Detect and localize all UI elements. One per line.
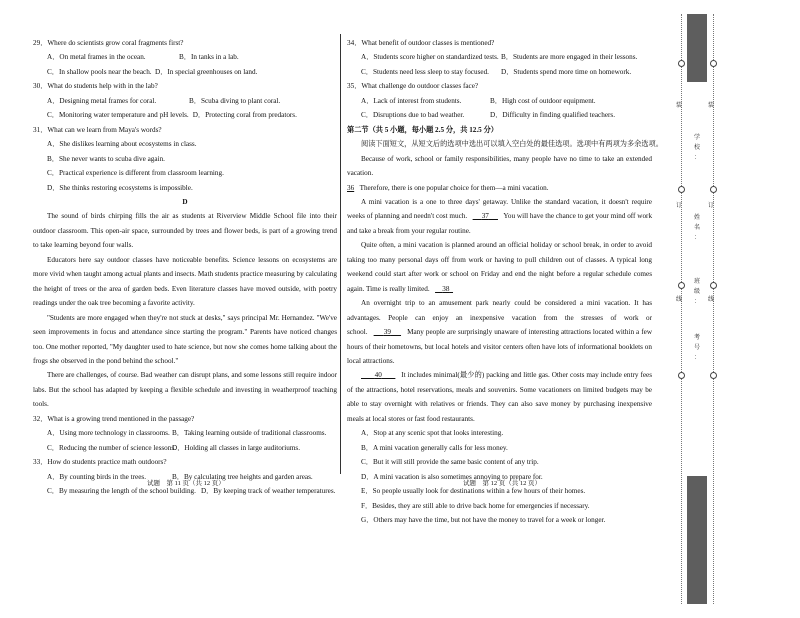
binding-bar-top [687, 14, 707, 82]
option-32d: D．Holding all classes in large auditoriums. [172, 443, 301, 452]
question-29: 29．Where do scientists grow coral fragments first? [33, 39, 184, 47]
binding-hole-marker [678, 60, 685, 67]
section-2-heading: 第二节（共 5 小题，每小题 2.5 分，共 12.5 分） [347, 125, 498, 134]
binding-margin [667, 14, 737, 604]
binding-hole-marker [710, 186, 717, 193]
option-31b: B．She never wants to scuba dive again. [47, 154, 165, 163]
passage-paragraph-2: A mini vacation is a one to three days' getaway. Unlike the standard vacation, it doesn't require weeks of planning and needn't cost much. 37 You will have the chance to get your mind off work and take a break from your regular routine. [347, 197, 653, 235]
question-35: 35．What challenge do outdoor classes face? [347, 82, 479, 91]
option-32c: C．Reducing the number of science lessons. [47, 443, 176, 452]
inner-label-xian: 线 [708, 296, 715, 303]
blank-36: 36 [347, 183, 355, 192]
binding-hole-marker [678, 282, 685, 289]
option-e: E．So people usually look for destinations within a few hours of their homes. [361, 487, 586, 496]
option-29a: A．On metal frames in the ocean. [47, 53, 146, 62]
binding-hole-marker [710, 60, 717, 67]
field-label-char: ： [694, 298, 701, 305]
option-35d: D．Difficulty in finding qualified teachers. [490, 111, 616, 120]
option-31d: D．She thinks restoring ecosystems is impossible. [47, 183, 193, 192]
field-label-char: 号 [694, 344, 701, 351]
blank-38: 38 [442, 284, 450, 293]
left-column [33, 36, 337, 499]
question-34-options-row2 [347, 65, 652, 79]
option-g: G．Others may have the time, but not have the money to travel for a week or longer. [361, 515, 606, 524]
question-33: 33．How do students practice math outdoors? [33, 458, 167, 467]
option-29d: D．In special greenhouses on land. [155, 67, 258, 76]
option-34c: C．Students need less sleep to stay focused. [361, 67, 489, 76]
binding-bar-bottom [687, 476, 707, 604]
field-label-char: 学 [694, 134, 701, 141]
blank-40: 40 [374, 371, 382, 380]
question-31: 31．What can we learn from Maya's words? [33, 125, 162, 134]
option-34a: A．Students score higher on standardized tests. [361, 53, 499, 62]
option-35b: B．High cost of outdoor equipment. [490, 96, 596, 105]
option-29b: B．In tanks in a lab. [179, 53, 239, 62]
question-32-options-row2 [33, 441, 337, 455]
outer-label-ding: 订 [676, 202, 683, 209]
question-35-options-row2 [347, 108, 652, 122]
option-35c: C．Disruptions due to bad weather. [361, 111, 465, 120]
column-divider [340, 34, 341, 474]
field-label-char: ： [694, 154, 701, 161]
field-label-char: 名 [694, 224, 701, 231]
passage-d-paragraph-4: There are challenges, of course. Bad weather can disrupt plans, and some lessons still require indoor labs. But the school has adapted by keeping a flexible schedule and investing in weatherproof teaching tools. [33, 371, 337, 409]
option-33d: D．By keeping track of weather temperatures. [200, 487, 336, 496]
binding-hole-marker [710, 282, 717, 289]
field-label-char: ： [694, 234, 701, 241]
outer-label-xian: 线 [676, 296, 683, 303]
blank-39: 39 [383, 328, 391, 337]
field-label-char: ： [694, 354, 701, 361]
option-32a: A．Using more technology in classrooms. [47, 429, 170, 438]
passage-d-paragraph-3: "Students are more engaged when they're not stuck at desks," says principal Mr. Hernandez. "We've seen improvements in focus and attendance since starting the program." Parents have noticed changes too. One mother reported, "My daughter used to hate science, but now she comes home talking about the frogs she observed in the pond behind the school." [33, 313, 337, 365]
field-label-char: 考 [694, 334, 701, 341]
binding-hole-marker [678, 186, 685, 193]
option-34b: B．Students are more engaged in their lessons. [501, 53, 638, 62]
option-c: C．But it will still provide the same basic content of any trip. [361, 458, 539, 467]
question-29-options-row1 [33, 50, 337, 64]
question-35-options-row1 [347, 94, 652, 108]
page-footer-left: 试题 第 11 页（共 12 页） [147, 480, 225, 487]
option-34d: D．Students spend more time on homework. [501, 67, 632, 76]
section-2-instruction: 阅读下面短文，从短文后的选项中选出可以填入空白处的最佳选项。选项中有两项为多余选项。 [361, 140, 663, 149]
field-label-char: 姓 [694, 214, 701, 221]
option-a: A．Stop at any scenic spot that looks interesting. [361, 429, 504, 438]
option-30b: B．Scuba diving to plant coral. [189, 96, 281, 105]
question-32-options-row1 [33, 426, 337, 440]
question-32: 32．What is a growing trend mentioned in the passage? [33, 414, 195, 423]
option-29c: C．In shallow pools near the beach. [47, 67, 152, 76]
outer-label-zhuang: 装 [676, 102, 683, 109]
question-30-options-row1 [33, 94, 337, 108]
binding-hole-marker [678, 372, 685, 379]
option-33c: C．By measuring the length of the school building. [47, 487, 196, 496]
passage-d-paragraph-1: The sound of birds chirping fills the air as students at Riverview Middle School file into their outdoor classroom. This open-air space, surrounded by trees and flower beds, is part of a growing trend to take learning beyond four walls. [33, 212, 337, 250]
option-31a: A．She dislikes learning about ecosystems in class. [47, 140, 197, 149]
question-29-options-row2 [33, 65, 337, 79]
field-label-char: 级 [694, 288, 701, 295]
question-30-options-row2 [33, 108, 337, 122]
option-33a: A．By counting birds in the trees. [47, 472, 147, 481]
option-30a: A．Designing metal frames for coral. [47, 96, 157, 105]
option-b: B．A mini vacation generally calls for less money. [361, 443, 508, 452]
option-32b: B．Taking learning outside of traditional classrooms. [172, 429, 327, 438]
passage-d-paragraph-2: Educators here say outdoor classes have noticeable benefits. Science lessons on ecosystems are more vivid when taught among actual plants and insects. Math students practice measuring by calculating the height of trees or the area of garden beds. Even literature classes have moved outside, with poetry readings under the oak tree becoming a favorite activity. [33, 255, 337, 308]
option-35a: A．Lack of interest from students. [361, 96, 462, 105]
option-d: D．A mini vacation is also sometimes annoying to prepare for. [361, 472, 543, 481]
right-column [347, 36, 663, 527]
blank-37: 37 [481, 212, 489, 221]
option-33b: B．By calculating tree heights and garden areas. [172, 472, 313, 481]
field-label-char: 班 [694, 278, 701, 285]
inner-label-zhuang: 装 [708, 102, 715, 109]
option-31c: C．Practical experience is different from classroom learning. [47, 169, 224, 178]
option-30c: C．Monitoring water temperature and pH levels. [47, 111, 189, 120]
option-f: F．Besides, they are still able to drive back home for emergencies if necessary. [361, 501, 590, 510]
passage-paragraph-1: Because of work, school or family responsibilities, many people have no time to take an extended vacation. 36 Therefore, there is one popular choice for them—a mini vacation. [347, 154, 652, 192]
option-30d: D．Protecting coral from predators. [192, 111, 297, 120]
question-30: 30．What do students help with in the lab? [33, 82, 158, 91]
binding-hole-marker [710, 372, 717, 379]
question-34: 34．What benefit of outdoor classes is mentioned? [347, 39, 495, 47]
passage-paragraph-3: Quite often, a mini vacation is planned around an official holiday or school break, in order to avoid taking too many personal days off from work or having to pull children out of classes. A typical long weekend could start after work or school on Friday and end the night before a regular schedule comes again. Time is really limited. 38 [347, 241, 652, 293]
field-label-char: 校 [694, 144, 701, 151]
page-footer-right: 试题 第 12 页（共 12 页） [463, 480, 541, 487]
passage-paragraph-4: An overnight trip to an amusement park nearly could be considered a mini vacation. It has advantages. People can enjoy an inexpensive vacation from the stresses of work or school. 39 Many people are surprisingly unaware of interesting attractions located within a few hours of their hometowns, but local hotels and visitor centers often have lots of informational booklets on local attractions. [347, 299, 653, 365]
inner-label-ding: 订 [708, 202, 715, 209]
section-d-heading: D [182, 197, 188, 206]
passage-paragraph-5: 40 It includes minimal(最少的) packing and little gas. Other costs may include entry fees of the attractions, hotel reservations, meals and souvenirs. Some vacationers on limited budgets may be able to stay overnight with relatives or friends. They can also save money by purchasing inexpensive meals at local stores or fast food restaurants. [347, 371, 653, 423]
question-34-options-row1 [347, 50, 652, 64]
